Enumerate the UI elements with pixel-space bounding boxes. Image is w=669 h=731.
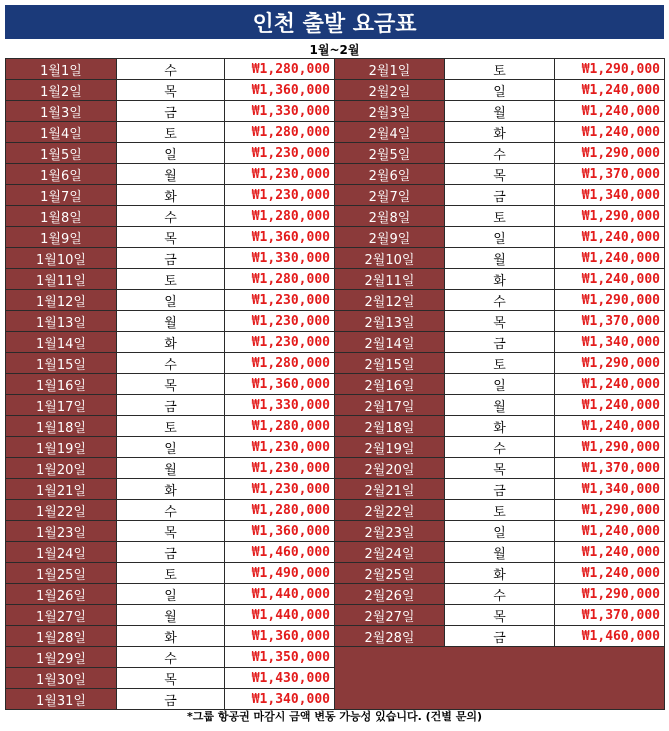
table-row (6, 311, 665, 332)
feb-price-cell: ₩1,240,000 (555, 80, 665, 101)
table-row (6, 458, 665, 479)
table-row (6, 269, 665, 290)
feb-price-cell: ₩1,290,000 (555, 353, 665, 374)
fare-table-body (6, 59, 665, 710)
feb-date-cell: 2월13일 (335, 311, 445, 332)
table-row (6, 59, 665, 80)
jan-price-cell: ₩1,230,000 (225, 311, 335, 332)
jan-weekday-cell: 수 (117, 206, 225, 227)
table-row (6, 248, 665, 269)
feb-price-cell: ₩1,290,000 (555, 206, 665, 227)
table-row (6, 479, 665, 500)
jan-weekday-cell: 토 (117, 563, 225, 584)
fare-table (5, 58, 665, 710)
jan-weekday-cell: 목 (117, 668, 225, 689)
feb-date-cell: 2월6일 (335, 164, 445, 185)
jan-weekday-cell: 목 (117, 227, 225, 248)
table-row (6, 626, 665, 647)
jan-date-cell: 1월11일 (6, 269, 117, 290)
feb-date-cell: 2월8일 (335, 206, 445, 227)
feb-weekday-cell: 토 (445, 500, 555, 521)
feb-date-cell: 2월18일 (335, 416, 445, 437)
jan-price-cell: ₩1,230,000 (225, 185, 335, 206)
feb-date-cell: 2월24일 (335, 542, 445, 563)
feb-weekday-cell: 수 (445, 290, 555, 311)
jan-weekday-cell: 화 (117, 479, 225, 500)
jan-price-cell: ₩1,280,000 (225, 416, 335, 437)
feb-price-cell: ₩1,240,000 (555, 374, 665, 395)
jan-weekday-cell: 목 (117, 80, 225, 101)
table-row (6, 164, 665, 185)
feb-weekday-cell: 토 (445, 206, 555, 227)
jan-weekday-cell: 수 (117, 500, 225, 521)
jan-date-cell: 1월29일 (6, 647, 117, 668)
feb-date-cell: 2월25일 (335, 563, 445, 584)
jan-date-cell: 1월18일 (6, 416, 117, 437)
feb-date-cell: 2월28일 (335, 626, 445, 647)
table-row (6, 563, 665, 584)
jan-date-cell: 1월22일 (6, 500, 117, 521)
table-row (6, 395, 665, 416)
feb-date-cell: 2월15일 (335, 353, 445, 374)
jan-price-cell: ₩1,360,000 (225, 80, 335, 101)
feb-weekday-cell: 일 (445, 80, 555, 101)
feb-date-cell: 2월11일 (335, 269, 445, 290)
jan-weekday-cell: 수 (117, 353, 225, 374)
feb-weekday-cell: 월 (445, 395, 555, 416)
feb-date-cell: 2월22일 (335, 500, 445, 521)
jan-date-cell: 1월13일 (6, 311, 117, 332)
jan-date-cell: 1월14일 (6, 332, 117, 353)
feb-price-cell: ₩1,290,000 (555, 290, 665, 311)
jan-date-cell: 1월19일 (6, 437, 117, 458)
feb-weekday-cell: 일 (445, 227, 555, 248)
jan-weekday-cell: 금 (117, 689, 225, 710)
feb-price-cell: ₩1,340,000 (555, 479, 665, 500)
jan-price-cell: ₩1,330,000 (225, 101, 335, 122)
feb-weekday-cell: 금 (445, 626, 555, 647)
table-row (6, 227, 665, 248)
jan-price-cell: ₩1,490,000 (225, 563, 335, 584)
jan-date-cell: 1월21일 (6, 479, 117, 500)
feb-weekday-cell: 일 (445, 521, 555, 542)
feb-price-cell: ₩1,370,000 (555, 164, 665, 185)
feb-date-cell: 2월27일 (335, 605, 445, 626)
feb-date-cell: 2월20일 (335, 458, 445, 479)
feb-date-cell: 2월4일 (335, 122, 445, 143)
feb-price-cell: ₩1,290,000 (555, 437, 665, 458)
jan-price-cell: ₩1,230,000 (225, 479, 335, 500)
jan-weekday-cell: 화 (117, 626, 225, 647)
feb-price-cell: ₩1,370,000 (555, 458, 665, 479)
jan-price-cell: ₩1,230,000 (225, 143, 335, 164)
period-subtitle: 1월~2월 (309, 42, 360, 57)
jan-weekday-cell: 수 (117, 647, 225, 668)
feb-weekday-cell: 목 (445, 605, 555, 626)
feb-weekday-cell: 화 (445, 563, 555, 584)
feb-price-cell: ₩1,240,000 (555, 227, 665, 248)
jan-date-cell: 1월28일 (6, 626, 117, 647)
feb-weekday-cell: 수 (445, 437, 555, 458)
feb-date-cell: 2월14일 (335, 332, 445, 353)
feb-date-cell: 2월9일 (335, 227, 445, 248)
jan-date-cell: 1월5일 (6, 143, 117, 164)
feb-date-cell: 2월21일 (335, 479, 445, 500)
page-title: 인천 출발 요금표 (5, 5, 664, 39)
jan-date-cell: 1월16일 (6, 374, 117, 395)
feb-weekday-cell: 월 (445, 248, 555, 269)
jan-price-cell: ₩1,230,000 (225, 290, 335, 311)
feb-weekday-cell: 금 (445, 185, 555, 206)
jan-price-cell: ₩1,230,000 (225, 437, 335, 458)
table-row (6, 122, 665, 143)
feb-price-cell: ₩1,340,000 (555, 332, 665, 353)
feb-price-cell: ₩1,370,000 (555, 605, 665, 626)
jan-date-cell: 1월17일 (6, 395, 117, 416)
table-row (6, 206, 665, 227)
feb-weekday-cell: 목 (445, 164, 555, 185)
feb-date-cell: 2월7일 (335, 185, 445, 206)
jan-date-cell: 1월6일 (6, 164, 117, 185)
jan-weekday-cell: 월 (117, 311, 225, 332)
jan-date-cell: 1월15일 (6, 353, 117, 374)
feb-weekday-cell: 월 (445, 542, 555, 563)
feb-date-cell: 2월12일 (335, 290, 445, 311)
jan-price-cell: ₩1,350,000 (225, 647, 335, 668)
jan-price-cell: ₩1,280,000 (225, 269, 335, 290)
jan-date-cell: 1월7일 (6, 185, 117, 206)
jan-price-cell: ₩1,440,000 (225, 584, 335, 605)
jan-price-cell: ₩1,360,000 (225, 521, 335, 542)
feb-date-cell: 2월26일 (335, 584, 445, 605)
feb-price-cell: ₩1,460,000 (555, 626, 665, 647)
feb-weekday-cell: 금 (445, 479, 555, 500)
jan-price-cell: ₩1,330,000 (225, 248, 335, 269)
table-row (6, 143, 665, 164)
table-row (6, 80, 665, 101)
feb-price-cell: ₩1,370,000 (555, 311, 665, 332)
table-row (6, 185, 665, 206)
jan-price-cell: ₩1,230,000 (225, 164, 335, 185)
jan-price-cell: ₩1,460,000 (225, 542, 335, 563)
feb-price-cell: ₩1,240,000 (555, 563, 665, 584)
feb-price-cell: ₩1,240,000 (555, 122, 665, 143)
feb-date-cell: 2월19일 (335, 437, 445, 458)
feb-price-cell: ₩1,240,000 (555, 395, 665, 416)
feb-date-cell: 2월5일 (335, 143, 445, 164)
jan-price-cell: ₩1,280,000 (225, 122, 335, 143)
jan-date-cell: 1월3일 (6, 101, 117, 122)
feb-weekday-cell: 화 (445, 122, 555, 143)
jan-price-cell: ₩1,360,000 (225, 374, 335, 395)
feb-price-cell: ₩1,240,000 (555, 416, 665, 437)
jan-date-cell: 1월4일 (6, 122, 117, 143)
feb-price-cell: ₩1,240,000 (555, 248, 665, 269)
jan-price-cell: ₩1,280,000 (225, 59, 335, 80)
jan-date-cell: 1월20일 (6, 458, 117, 479)
jan-weekday-cell: 금 (117, 101, 225, 122)
jan-weekday-cell: 금 (117, 542, 225, 563)
feb-weekday-cell: 목 (445, 458, 555, 479)
jan-weekday-cell: 일 (117, 143, 225, 164)
feb-price-cell: ₩1,240,000 (555, 542, 665, 563)
jan-date-cell: 1월25일 (6, 563, 117, 584)
table-row (6, 101, 665, 122)
jan-price-cell: ₩1,280,000 (225, 206, 335, 227)
feb-weekday-cell: 일 (445, 374, 555, 395)
jan-price-cell: ₩1,440,000 (225, 605, 335, 626)
table-row (6, 500, 665, 521)
jan-weekday-cell: 토 (117, 122, 225, 143)
jan-price-cell: ₩1,360,000 (225, 227, 335, 248)
jan-price-cell: ₩1,230,000 (225, 458, 335, 479)
jan-price-cell: ₩1,280,000 (225, 500, 335, 521)
table-row (6, 437, 665, 458)
feb-date-cell: 2월10일 (335, 248, 445, 269)
jan-weekday-cell: 일 (117, 290, 225, 311)
table-row (6, 542, 665, 563)
feb-price-cell: ₩1,340,000 (555, 185, 665, 206)
jan-date-cell: 1월30일 (6, 668, 117, 689)
table-row (6, 290, 665, 311)
feb-price-cell: ₩1,290,000 (555, 143, 665, 164)
feb-date-cell: 2월17일 (335, 395, 445, 416)
jan-date-cell: 1월2일 (6, 80, 117, 101)
jan-weekday-cell: 목 (117, 374, 225, 395)
jan-weekday-cell: 토 (117, 269, 225, 290)
jan-date-cell: 1월26일 (6, 584, 117, 605)
jan-weekday-cell: 금 (117, 248, 225, 269)
feb-price-cell: ₩1,240,000 (555, 521, 665, 542)
jan-price-cell: ₩1,280,000 (225, 353, 335, 374)
jan-price-cell: ₩1,360,000 (225, 626, 335, 647)
jan-date-cell: 1월8일 (6, 206, 117, 227)
feb-weekday-cell: 수 (445, 143, 555, 164)
jan-date-cell: 1월24일 (6, 542, 117, 563)
jan-weekday-cell: 금 (117, 395, 225, 416)
jan-weekday-cell: 목 (117, 521, 225, 542)
jan-date-cell: 1월10일 (6, 248, 117, 269)
jan-weekday-cell: 수 (117, 59, 225, 80)
feb-weekday-cell: 목 (445, 311, 555, 332)
footnote: *그룹 항공권 마감시 금액 변동 가능성 있습니다. (건별 문의) (186, 710, 483, 723)
table-row (6, 353, 665, 374)
table-row (6, 332, 665, 353)
feb-date-cell: 2월2일 (335, 80, 445, 101)
jan-weekday-cell: 화 (117, 185, 225, 206)
feb-date-cell: 2월23일 (335, 521, 445, 542)
table-row (6, 416, 665, 437)
feb-date-cell: 2월3일 (335, 101, 445, 122)
feb-price-cell: ₩1,240,000 (555, 269, 665, 290)
jan-weekday-cell: 일 (117, 437, 225, 458)
empty-february-block (335, 647, 665, 710)
jan-date-cell: 1월31일 (6, 689, 117, 710)
jan-weekday-cell: 월 (117, 164, 225, 185)
feb-price-cell: ₩1,290,000 (555, 59, 665, 80)
table-row (6, 647, 665, 668)
feb-date-cell: 2월1일 (335, 59, 445, 80)
feb-price-cell: ₩1,240,000 (555, 101, 665, 122)
jan-weekday-cell: 화 (117, 332, 225, 353)
feb-weekday-cell: 화 (445, 416, 555, 437)
jan-price-cell: ₩1,430,000 (225, 668, 335, 689)
feb-date-cell: 2월16일 (335, 374, 445, 395)
feb-price-cell: ₩1,290,000 (555, 500, 665, 521)
jan-price-cell: ₩1,230,000 (225, 332, 335, 353)
jan-date-cell: 1월23일 (6, 521, 117, 542)
table-row (6, 521, 665, 542)
feb-weekday-cell: 토 (445, 353, 555, 374)
jan-date-cell: 1월12일 (6, 290, 117, 311)
table-row (6, 374, 665, 395)
jan-weekday-cell: 월 (117, 605, 225, 626)
jan-date-cell: 1월1일 (6, 59, 117, 80)
feb-price-cell: ₩1,290,000 (555, 584, 665, 605)
jan-price-cell: ₩1,340,000 (225, 689, 335, 710)
feb-weekday-cell: 화 (445, 269, 555, 290)
jan-weekday-cell: 토 (117, 416, 225, 437)
jan-price-cell: ₩1,330,000 (225, 395, 335, 416)
jan-date-cell: 1월9일 (6, 227, 117, 248)
jan-date-cell: 1월27일 (6, 605, 117, 626)
table-row (6, 605, 665, 626)
feb-weekday-cell: 토 (445, 59, 555, 80)
feb-weekday-cell: 수 (445, 584, 555, 605)
jan-weekday-cell: 월 (117, 458, 225, 479)
feb-weekday-cell: 금 (445, 332, 555, 353)
table-row (6, 584, 665, 605)
feb-weekday-cell: 월 (445, 101, 555, 122)
jan-weekday-cell: 일 (117, 584, 225, 605)
